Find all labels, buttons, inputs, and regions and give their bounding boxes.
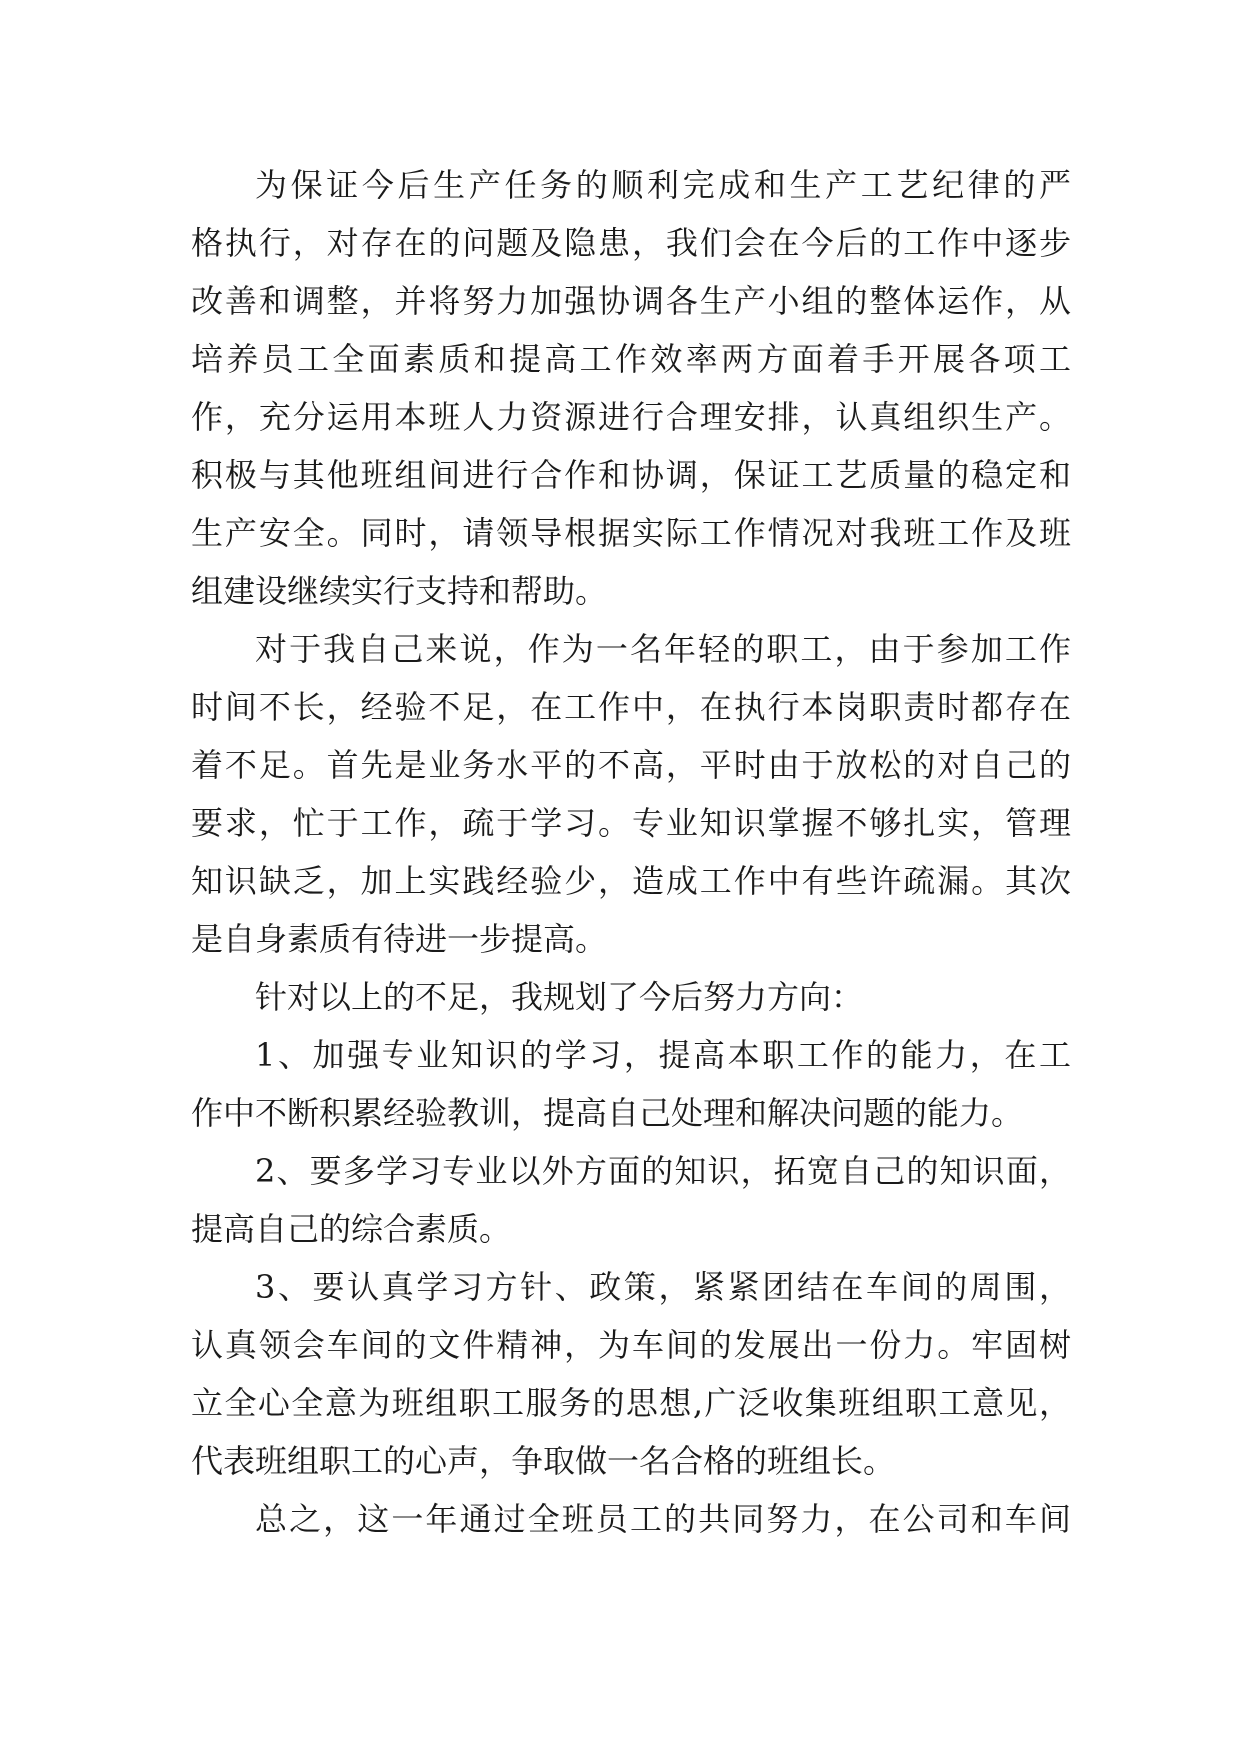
body-text [191, 156, 1071, 1548]
paragraph-1-line-5: 作，充分运用本班人力资源进行合理安排，认真组织生产。 [191, 398, 1071, 436]
paragraph-7-line-1: 总之，这一年通过全班员工的共同努力，在公司和车间 [255, 1500, 1071, 1538]
paragraph-2-line-4: 要求，忙于工作，疏于学习。专业知识掌握不够扎实，管理 [191, 804, 1071, 842]
paragraph-2-line-5: 知识缺乏，加上实践经验少，造成工作中有些许疏漏。其次 [191, 862, 1071, 900]
paragraph-6-line-3: 立全心全意为班组职工服务的思想,广泛收集班组职工意见， [191, 1384, 1071, 1422]
paragraph-1-line-8: 组建设继续实行支持和帮助。 [191, 572, 608, 610]
paragraph-1-line-7: 生产安全。同时，请领导根据实际工作情况对我班工作及班 [191, 514, 1071, 552]
paragraph-2-line-6: 是自身素质有待进一步提高。 [191, 920, 608, 958]
paragraph-6-line-4: 代表班组职工的心声，争取做一名合格的班组长。 [191, 1442, 896, 1480]
paragraph-1-line-6: 积极与其他班组间进行合作和协调，保证工艺质量的稳定和 [191, 456, 1071, 494]
paragraph-1-line-3: 改善和调整，并将努力加强协调各生产小组的整体运作，从 [191, 282, 1071, 320]
paragraph-5-line-1: 2、要多学习专业以外方面的知识，拓宽自己的知识面， [255, 1152, 1071, 1190]
paragraph-4-line-1: 1、加强专业知识的学习，提高本职工作的能力，在工 [255, 1036, 1071, 1074]
paragraph-6-line-2: 认真领会车间的文件精神，为车间的发展出一份力。牢固树 [191, 1326, 1071, 1364]
paragraph-3-line-1: 针对以上的不足，我规划了今后努力方向： [255, 978, 864, 1016]
paragraph-4-line-2: 作中不断积累经验教训，提高自己处理和解决问题的能力。 [191, 1094, 1024, 1132]
paragraph-5-line-2: 提高自己的综合素质。 [191, 1210, 512, 1248]
paragraph-1-line-4: 培养员工全面素质和提高工作效率两方面着手开展各项工 [191, 340, 1071, 378]
paragraph-1-line-2: 格执行，对存在的问题及隐患，我们会在今后的工作中逐步 [191, 224, 1071, 262]
paragraph-2-line-2: 时间不长，经验不足，在工作中，在执行本岗职责时都存在 [191, 688, 1071, 726]
paragraph-6-line-1: 3、要认真学习方针、政策，紧紧团结在车间的周围， [255, 1268, 1071, 1306]
paragraph-1-line-1: 为保证今后生产任务的顺利完成和生产工艺纪律的严 [255, 166, 1071, 204]
paragraph-2-line-3: 着不足。首先是业务水平的不高，平时由于放松的对自己的 [191, 746, 1071, 784]
paragraph-2-line-1: 对于我自己来说，作为一名年轻的职工，由于参加工作 [255, 630, 1071, 668]
